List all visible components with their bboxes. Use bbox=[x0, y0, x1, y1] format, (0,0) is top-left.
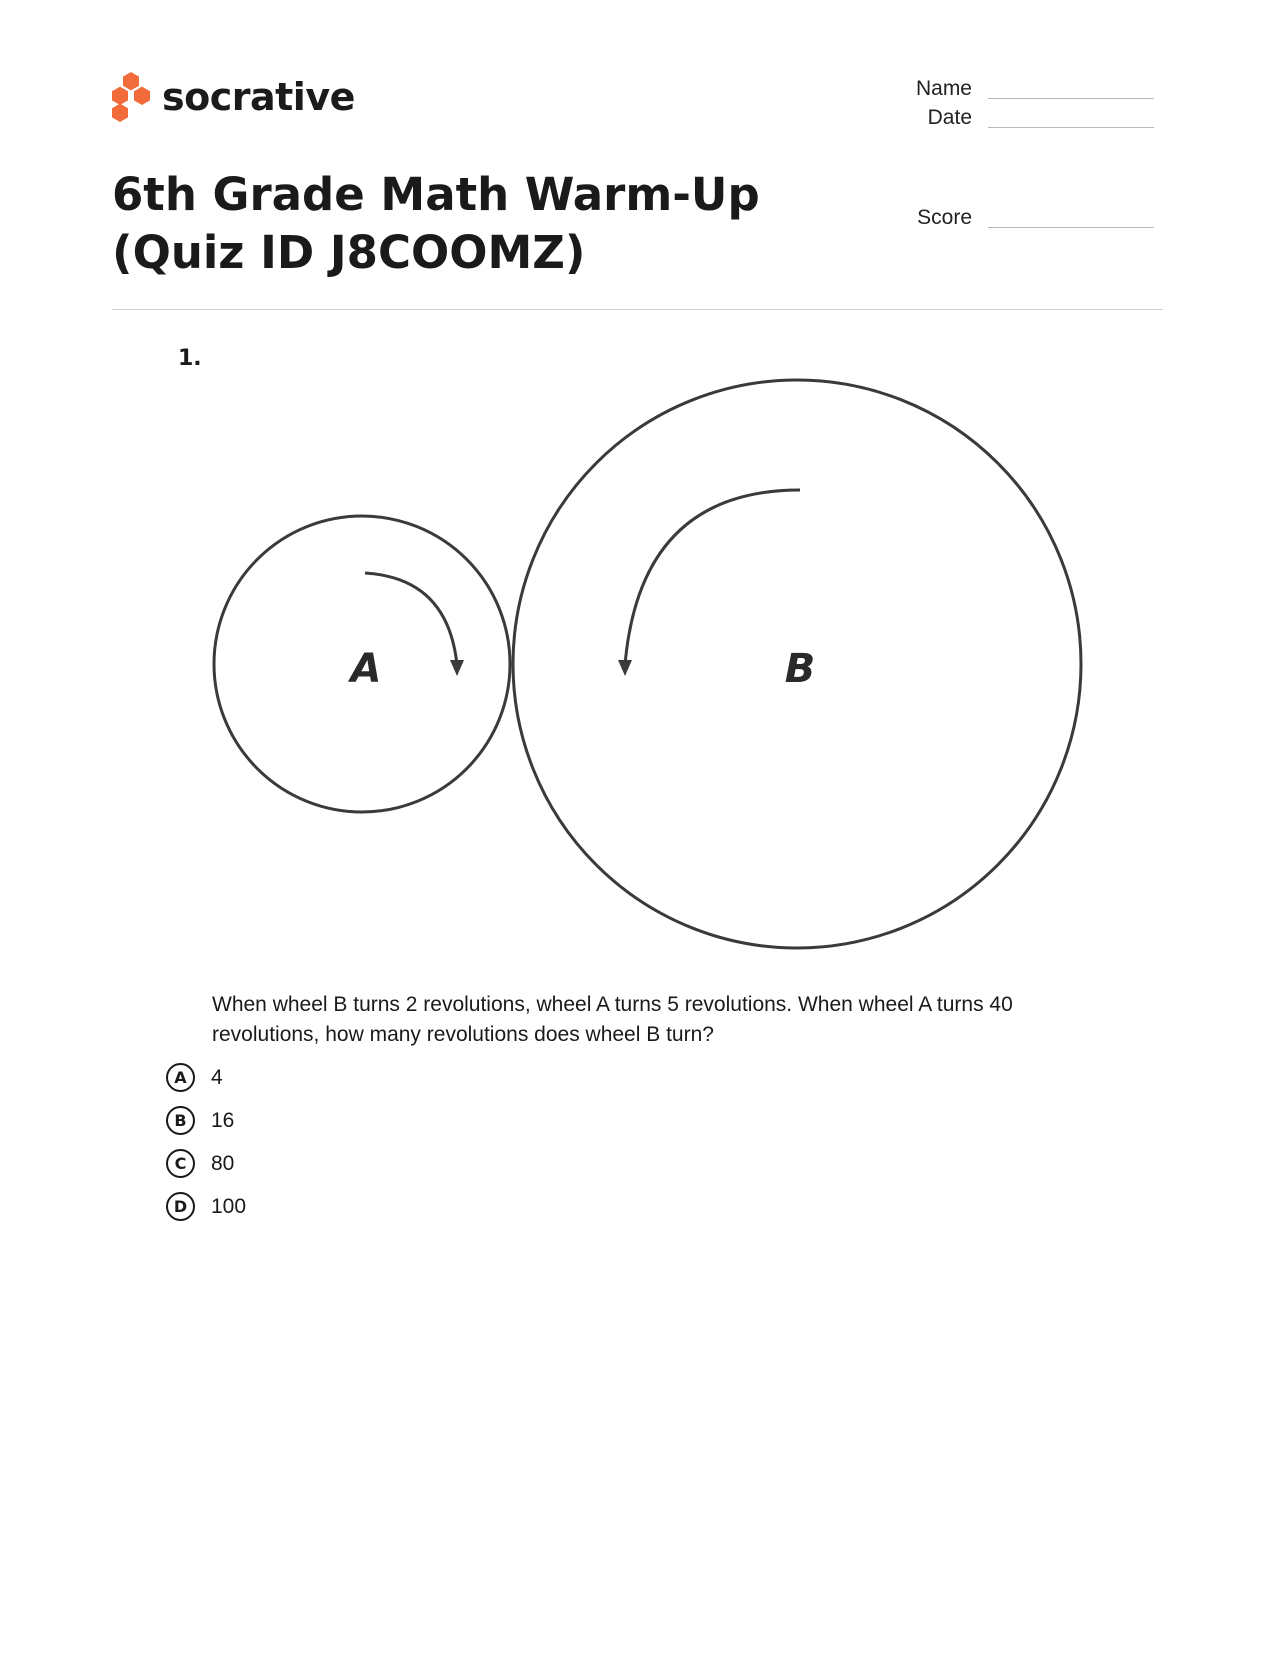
option-c-value: 80 bbox=[211, 1151, 235, 1175]
score-label: Score bbox=[917, 206, 972, 229]
wheel-a-arrowhead bbox=[450, 660, 464, 676]
name-label: Name bbox=[915, 77, 972, 100]
option-d[interactable] bbox=[166, 1185, 246, 1228]
option-d-letter[interactable]: D bbox=[166, 1192, 195, 1221]
option-b[interactable] bbox=[166, 1099, 246, 1142]
question-number: 1. bbox=[178, 346, 202, 371]
option-b-value: 16 bbox=[211, 1108, 235, 1132]
option-c[interactable] bbox=[166, 1142, 246, 1185]
wheel-b-arrowhead bbox=[618, 660, 632, 676]
option-d-value: 100 bbox=[211, 1194, 247, 1218]
brand-name: socrative bbox=[162, 75, 355, 119]
option-a-letter[interactable]: A bbox=[166, 1063, 195, 1092]
wheel-b-rotation-arrow bbox=[625, 490, 800, 665]
page-title: 6th Grade Math Warm-Up (Quiz ID J8COOMZ) bbox=[112, 168, 760, 279]
option-c-letter[interactable]: C bbox=[166, 1149, 195, 1178]
date-label: Date bbox=[927, 106, 972, 129]
wheel-a-label: A bbox=[350, 646, 382, 692]
question-text: When wheel B turns 2 revolutions, wheel A turns 5 revolutions. When wheel A turns 40 revolutions, how many revolutions does wheel B turn? bbox=[212, 993, 1013, 1046]
option-a-value: 4 bbox=[211, 1065, 223, 1089]
option-b-letter[interactable]: B bbox=[166, 1106, 195, 1135]
answer-options bbox=[166, 1056, 246, 1228]
option-a[interactable] bbox=[166, 1056, 246, 1099]
wheel-b-label: B bbox=[784, 646, 816, 692]
